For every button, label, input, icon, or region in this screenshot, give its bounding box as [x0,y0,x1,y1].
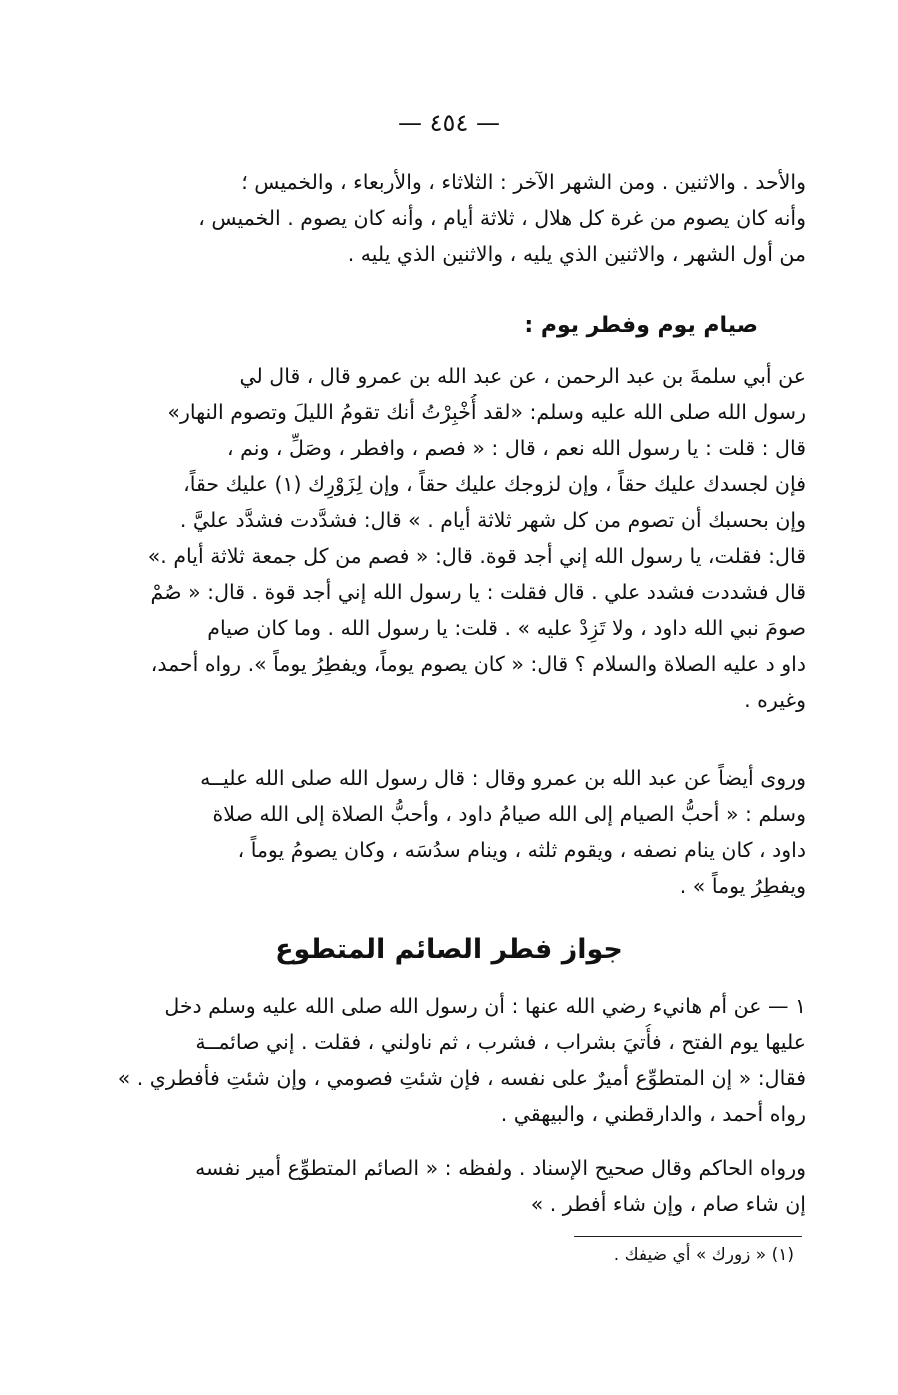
text-line: وإن بحسبك أن تصوم من كل شهر ثلاثة أيام . » قال: فشدَّدت فشدَّد عليَّ . [179,508,806,532]
text-line: قال: فقلت، يا رسول الله إني أجد قوة. قال: « فصم من كل جمعة ثلاثة أيام .» [147,544,806,568]
text-line: ويفطِرُ يوماً » . [679,874,806,898]
hadith-paragraph-2 [100,760,806,904]
text-line: وأنه كان يصوم من غرة كل هلال ، ثلاثة أيام ، وأنه كان يصوم . الخميس ، [198,206,806,230]
text-line: ١ — عن أم هانيء رضي الله عنها : أن رسول الله صلى الله عليه وسلم دخل [164,994,806,1018]
text-line: عليها يوم الفتح ، فأُتيَ بشراب ، فشرب ، ثم ناولني ، فقلت . إني صائمــة [195,1030,806,1054]
text-line: والأحد . والاثنين . ومن الشهر الآخر : الثلاثاء ، والأربعاء ، والخميس ؛ [241,170,806,194]
footnote: (١) « زورك » أي ضيفك . [613,1245,794,1265]
text-line: رسول الله صلى الله عليه وسلم: «لقد أُخْبِرْتُ أنك تقومُ الليلَ وتصوم النهار» [167,400,806,424]
page-number: — ٤٥٤ — [398,109,500,137]
text-line: صومَ نبي الله داود ، ولا تَزِدْ عليه » . قلت: يا رسول الله . وما كان صيام [207,616,806,640]
footnote-divider [574,1236,802,1237]
text-line: رواه أحمد ، والدارقطني ، والبيهقي . [500,1102,806,1126]
section-heading-fast-alternate-days: صيام يوم وفطر يوم : [524,313,758,338]
text-line: فقال: « إن المتطوِّع أميرٌ على نفسه ، فإن شئتِ فصومي ، وإن شئتِ فأفطري . » [117,1066,806,1090]
intro-paragraph [100,164,806,272]
text-line: من أول الشهر ، والاثنين الذي يليه ، والاثنين الذي يليه . [347,242,806,266]
text-line: ورواه الحاكم وقال صحيح الإسناد . ولفظه : « الصائم المتطوِّع أمير نفسه [195,1156,806,1180]
text-line: وغيره . [744,688,806,712]
hadith-paragraph-4 [100,1150,806,1222]
text-line: عن أبي سلمةَ بن عبد الرحمن ، عن عبد الله بن عمرو قال ، قال لي [239,364,806,388]
text-line: قال فشددت فشدد علي . قال فقلت : يا رسول الله إني أجد قوة . قال: « صُمْ [150,580,806,604]
text-line: قال : قلت : يا رسول الله نعم ، قال : « فصم ، وافطر ، وصَلِّ ، ونم ، [226,436,806,460]
text-line: داو د عليه الصلاة والسلام ؟ قال: « كان يصوم يوماً، ويفطِرُ يوماً ». رواه أحمد، [150,652,806,676]
text-line: وروى أيضاً عن عبد الله بن عمرو وقال : قال رسول الله صلى الله عليــه [200,766,806,790]
hadith-paragraph-3 [100,988,806,1132]
text-line: فإن لجسدك عليك حقاً ، وإن لزوجك عليك حقاً ، وإن لِزَوْرِك (١) عليك حقاً، [183,472,806,496]
text-line: داود ، كان ينام نصفه ، ويقوم ثلثه ، وينام سدُسَه ، وكان يصومُ يوماً ، [237,838,806,862]
text-line: إن شاء صام ، وإن شاء أفطر . » [530,1192,806,1216]
text-line: وسلم : « أحبُّ الصيام إلى الله صيامُ داود ، وأحبُّ الصلاة إلى الله صلاة [212,802,806,826]
hadith-paragraph-1 [100,358,806,718]
section-heading-breaking-voluntary-fast: جواز فطر الصائم المتطوع [275,934,623,965]
